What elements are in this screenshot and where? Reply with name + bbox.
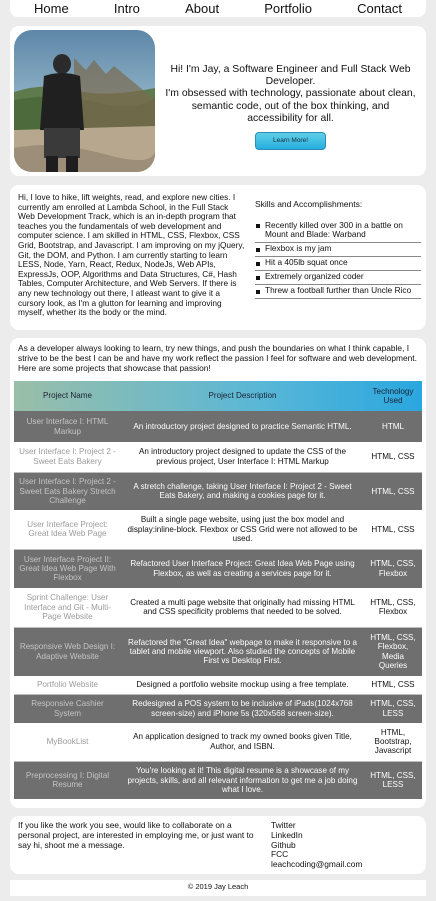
linkedin-link[interactable]: LinkedIn: [271, 829, 303, 840]
fcc-link[interactable]: FCC: [271, 849, 289, 860]
column-header-project-name: Project Name: [42, 391, 93, 401]
page-footer: [10, 880, 426, 896]
project-name-cell: User Interface Project: Great Idea Web Page: [14, 510, 121, 549]
skills-heading: Skills and Accomplishments:: [255, 199, 363, 209]
learn-more-button[interactable]: Learn More!: [255, 132, 326, 150]
skills-list-item: Recently killed over 300 in a battle on Mount and Blade: Warband: [255, 219, 421, 243]
table-row: [14, 549, 422, 588]
project-name-cell: Responsive Web Design I: Adaptive Website: [14, 627, 121, 676]
project-name-cell: Portfolio Website: [14, 676, 121, 694]
intro-text: [163, 64, 418, 150]
contact-section: [10, 816, 426, 874]
project-name-cell: User Interface I: HTML Markup: [14, 411, 121, 442]
skills-list-item: Flexbox is my jam: [255, 243, 421, 257]
project-name-cell: MyBookList: [14, 723, 121, 761]
nav-portfolio-link[interactable]: Portfolio: [264, 1, 312, 16]
project-name-cell: Responsive Cashier System: [14, 694, 121, 723]
email-link[interactable]: leachcoding@gmail.com: [271, 859, 363, 870]
nav-about-link[interactable]: About: [185, 1, 220, 16]
profile-photo: [14, 30, 155, 172]
projects-table-header: [14, 381, 422, 411]
project-description-cell: Refactored User Interface Project: Great Idea Web Page using Flexbox, as well as creating a services page for it.: [121, 549, 364, 588]
table-row: [14, 676, 422, 694]
project-name-cell: User Interface I: Project 2 - Sweet Eats Bakery: [14, 442, 121, 472]
table-row: [14, 723, 422, 761]
project-description-cell: You're looking at it! This digital resume is a showcase of my projects, skills, and all relevant information to get me a job doing what I love.: [121, 761, 364, 799]
project-name-cell: User Interface Project II: Great Idea Web Page With Flexbox: [14, 549, 121, 588]
project-description-cell: An introductory project designed to update the CSS of the previous project, User Interface I: HTML Markup: [121, 442, 364, 472]
table-row: [14, 442, 422, 472]
portfolio-section: [10, 338, 426, 808]
intro-greeting: Hi! I'm Jay, a Software Engineer and Full Stack Web Developer.: [170, 64, 411, 88]
project-tech-cell: HTML, CSS, LESS: [364, 761, 422, 799]
copyright-text: © 2019 Jay Leach: [187, 882, 249, 891]
project-tech-cell: HTML, CSS, LESS: [364, 694, 422, 723]
table-row: [14, 694, 422, 723]
about-section: [10, 185, 426, 330]
project-tech-cell: HTML, CSS, Flexbox: [364, 588, 422, 627]
skills-panel: [255, 199, 421, 299]
column-header-technology-used: Technology Used: [372, 386, 414, 405]
project-name-cell: Preprocessing I: Digital Resume: [14, 761, 121, 799]
skills-list: [255, 219, 421, 299]
table-row: [14, 627, 422, 676]
project-tech-cell: HTML, CSS: [364, 676, 422, 694]
project-description-cell: A stretch challenge, taking User Interface I: Project 2 - Sweet Eats Bakery, and making a cookies page for it.: [121, 472, 364, 510]
project-name-cell: User Interface I: Project 2 - Sweet Eats Bakery Stretch Challenge: [14, 472, 121, 510]
twitter-link[interactable]: Twitter: [271, 820, 296, 830]
contact-message: If you like the work you see, would like to collaborate on a personal project, are interested in employing me, or just want to say hi, shoot me a message.: [18, 820, 254, 850]
table-row: [14, 761, 422, 799]
project-description-cell: An introductory project designed to practice Semantic HTML.: [121, 411, 364, 442]
main-nav: [10, 0, 426, 17]
intro-tagline: I'm obsessed with technology, passionate about clean, semantic code, out of the box thinking, and accessibility for all.: [165, 88, 416, 124]
project-description-cell: Redesigned a POS system to be inclusive of iPads(1024x768 screen-size) and iPhone 5s (320x568 screen-size).: [121, 694, 364, 723]
project-name-cell: Sprint Challenge: User Interface and Git - Multi-Page Website: [14, 588, 121, 627]
table-row: [14, 588, 422, 627]
project-description-cell: Created a multi page website that originally had missing HTML and CSS specificity problems that needed to be solved.: [121, 588, 364, 627]
project-tech-cell: HTML, CSS: [364, 442, 422, 472]
project-tech-cell: HTML: [364, 411, 422, 442]
project-description-cell: An application designed to track my owned books given Title, Author, and ISBN.: [121, 723, 364, 761]
portfolio-intro: As a developer always looking to learn, try new things, and push the boundaries on what I think capable, I strive to be the best I can be and have my work reflect the passion I feel for software and web development. Here are some projects that showcase that passion!: [18, 343, 417, 373]
project-tech-cell: HTML, CSS, Flexbox, Media Queries: [364, 627, 422, 676]
nav-contact-link[interactable]: Contact: [357, 1, 402, 16]
skills-list-item: Threw a football further than Uncle Rico: [255, 285, 421, 299]
nav-home-link[interactable]: Home: [34, 1, 69, 16]
project-tech-cell: HTML, Bootstrap, Javascript: [364, 723, 422, 761]
project-tech-cell: HTML, CSS: [364, 472, 422, 510]
project-description-cell: Designed a portfolio website mockup using a free template.: [121, 676, 364, 694]
about-bio: Hi, I love to hike, lift weights, read, and explore new cities. I currently am enrolled at Lambda School, in the Full Stack Web Development Track, which is an in-depth program that teaches you the fundamentals of web development and computer science. I am skilled in HTML, CSS, Flexbox, CSS Grid, Bootstrap, and Javascript. I am improving on my jQuery, Git, the DOM, and Python. I am currently starting to learn LESS, Node, Yarn, React, Redux, NodeJs, Web APIs, ExpressJs, OOP, Algorithms and Data Structures, C#, Hash Tables, Computer Architecture, and Web Servers. If there is any new technology out there, I atleast want to give it a cursory look, as I'm a glutton for learning and improving myself, whether its the body or the mind.: [18, 192, 245, 318]
github-link[interactable]: Github: [271, 839, 296, 850]
intro-section: [10, 26, 426, 176]
table-row: [14, 472, 422, 510]
table-row: [14, 411, 422, 442]
project-tech-cell: HTML, CSS, Flexbox: [364, 549, 422, 588]
skills-list-item: Hit a 405lb squat once: [255, 257, 421, 271]
projects-table: [14, 381, 422, 799]
project-description-cell: Refactored the "Great Idea" webpage to make it responsive to a tablet and mobile viewport. Also studied the concepts of Mobile First vs Desktop First.: [121, 627, 364, 676]
table-row: [14, 510, 422, 549]
nav-intro-link[interactable]: Intro: [113, 1, 140, 16]
skills-list-item: Extremely organized coder: [255, 271, 421, 285]
contact-links: [271, 821, 362, 870]
column-header-project-description: Project Description: [208, 391, 277, 401]
project-description-cell: Built a single page website, using just the box model and display:inline-block. Flexbox or CSS Grid were not allowed to be used.: [121, 510, 364, 549]
project-tech-cell: HTML, CSS: [364, 510, 422, 549]
